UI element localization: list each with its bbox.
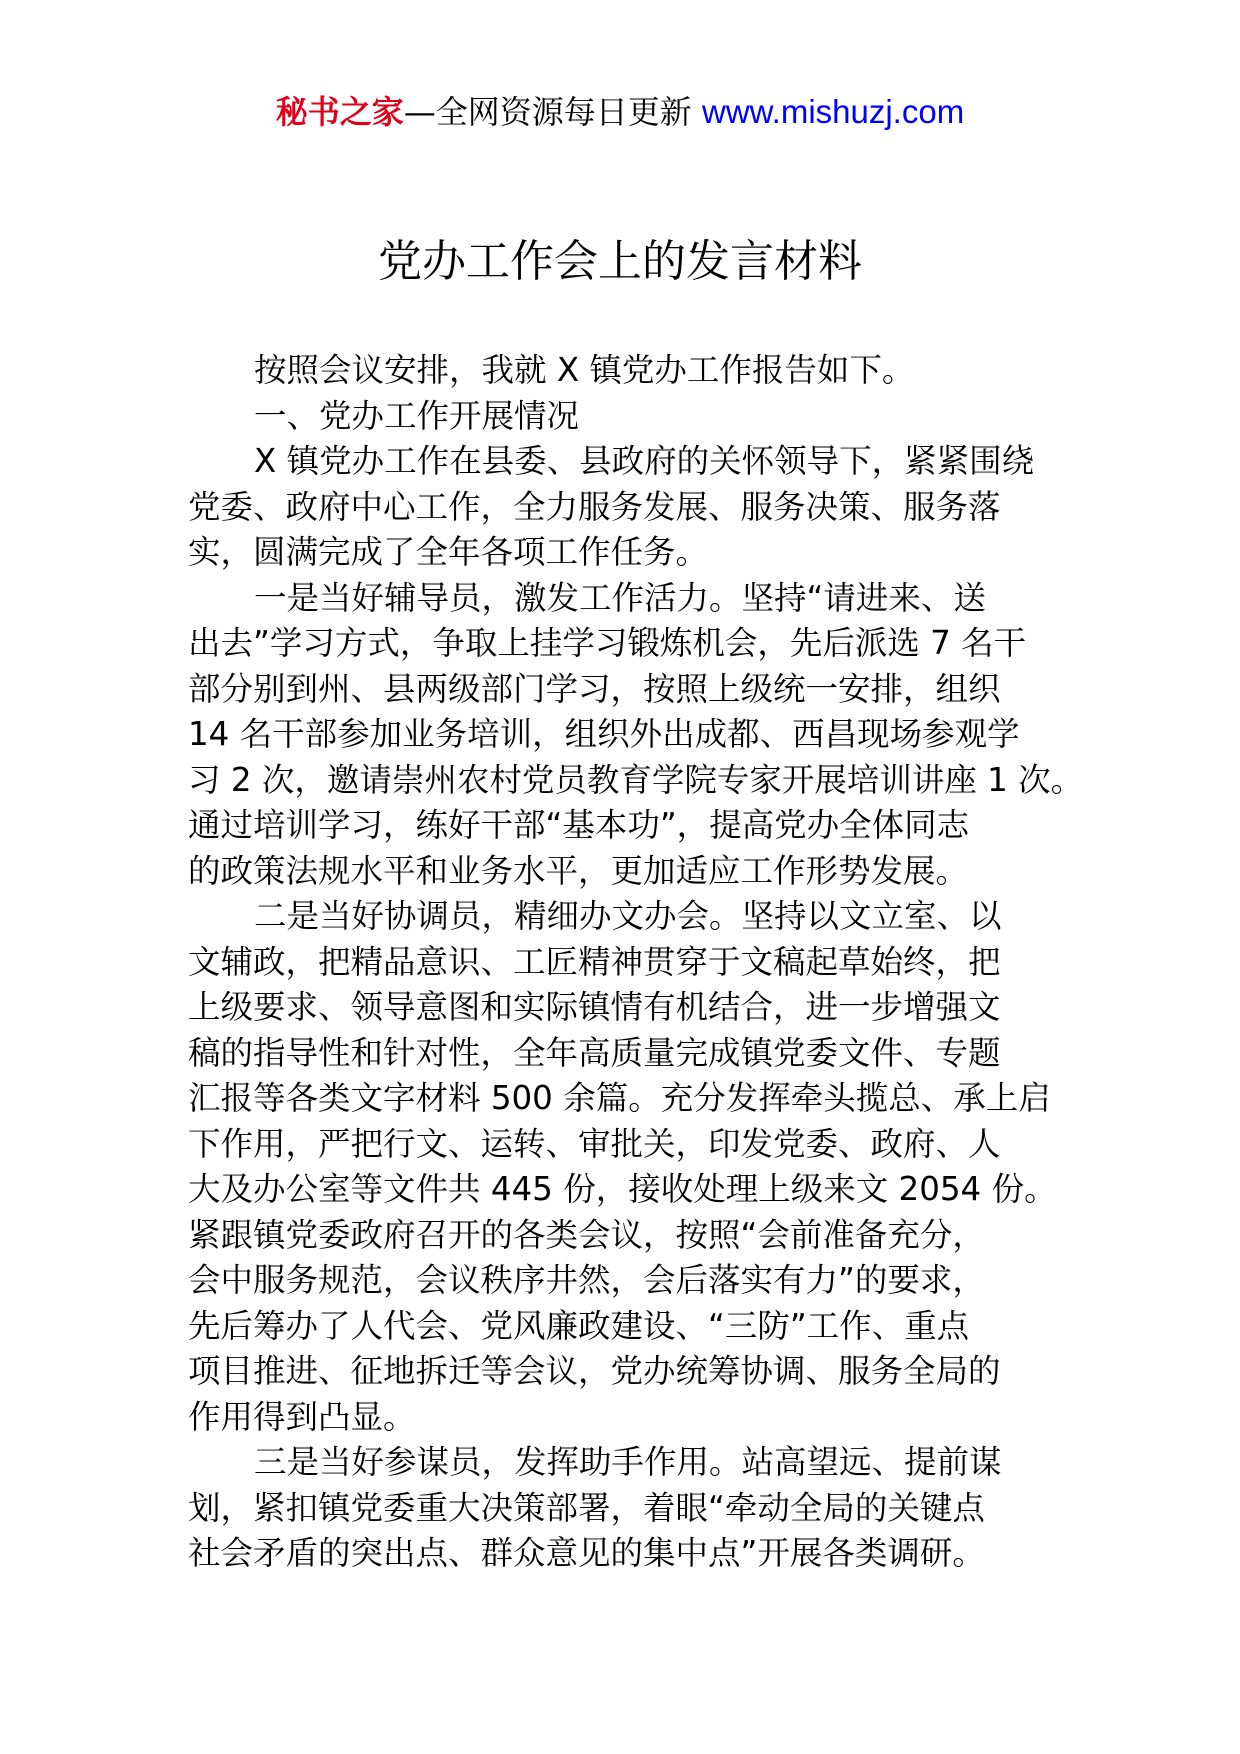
paragraph-line: 实，圆满完成了全年各项工作任务。	[188, 533, 709, 571]
paragraph-line: 部分别到州、县两级部门学习，按照上级统一安排，组织	[188, 669, 1001, 708]
header-tagline: —全网资源每日更新	[403, 93, 702, 131]
paragraph-line: 紧跟镇党委政府召开的各类会议，按照“会前准备充分，	[188, 1215, 985, 1254]
paragraph-line: X 镇党办工作在县委、县政府的关怀领导下，紧紧围绕	[254, 442, 1035, 480]
paragraph-line: 大及办公室等文件共 445 份，接收处理上级来文 2054 份。	[188, 1170, 1057, 1208]
paragraph-line: 通过培训学习，练好干部“基本功”，提高党办全体同志	[188, 806, 970, 844]
paragraph-line: 下作用，严把行文、运转、审批关，印发党委、政府、人	[188, 1124, 1001, 1163]
paragraph-line: 作用得到凸显。	[188, 1397, 416, 1436]
paragraph-line: 划，紧扣镇党委重大决策部署，着眼“牵动全局的关键点	[188, 1488, 985, 1527]
paragraph-line: 14 名干部参加业务培训，组织外出成都、西昌现场参观学	[188, 715, 1020, 753]
paragraph-line: 的政策法规水平和业务水平，更加适应工作形势发展。	[188, 851, 969, 890]
paragraph-line: 项目推进、征地拆迁等会议，党办统筹协调、服务全局的	[188, 1352, 1001, 1390]
paragraph-line: 出去”学习方式，争取上挂学习锻炼机会，先后派选 7 名干	[188, 624, 1027, 662]
paragraph-line: 文辅政，把精品意识、工匠精神贯穿于文稿起草始终，把	[188, 942, 1001, 981]
paragraph-line: 党委、政府中心工作，全力服务发展、服务决策、服务落	[188, 487, 1001, 526]
paragraph-line: 稿的指导性和针对性，全年高质量完成镇党委文件、专题	[188, 1033, 1001, 1072]
document-body	[188, 348, 1084, 1577]
site-url-link[interactable]: www.mishuzj.com	[701, 93, 965, 130]
section-heading: 一、党办工作开展情况	[254, 396, 580, 435]
paragraph-line: 按照会议安排，我就 X 镇党办工作报告如下。	[254, 351, 915, 389]
paragraph-line: 先后筹办了人代会、党风廉政建设、“三防”工作、重点	[188, 1306, 970, 1345]
paragraph-line: 汇报等各类文字材料 500 余篇。充分发挥牵头揽总、承上启	[188, 1079, 1051, 1117]
paragraph-line: 二是当好协调员，精细办文办会。坚持以文立室、以	[254, 897, 1002, 935]
site-header	[0, 90, 1240, 134]
brand-name: 秘书之家	[275, 93, 404, 131]
paragraph-line: 三是当好参谋员，发挥助手作用。站高望远、提前谋	[254, 1443, 1002, 1481]
paragraph-line: 习 2 次，邀请崇州农村党员教育学院专家开展培训讲座 1 次。	[188, 760, 1084, 799]
paragraph-line: 上级要求、领导意图和实际镇情有机结合，进一步增强文	[188, 988, 1001, 1026]
paragraph-line: 社会矛盾的突出点、群众意见的集中点”开展各类调研。	[188, 1534, 985, 1572]
document-title: 党办工作会上的发言材料	[378, 236, 862, 287]
paragraph-line: 会中服务规范，会议秩序井然，会后落实有力”的要求，	[188, 1261, 985, 1299]
paragraph-line: 一是当好辅导员，激发工作活力。坚持“请进来、送	[254, 578, 986, 617]
